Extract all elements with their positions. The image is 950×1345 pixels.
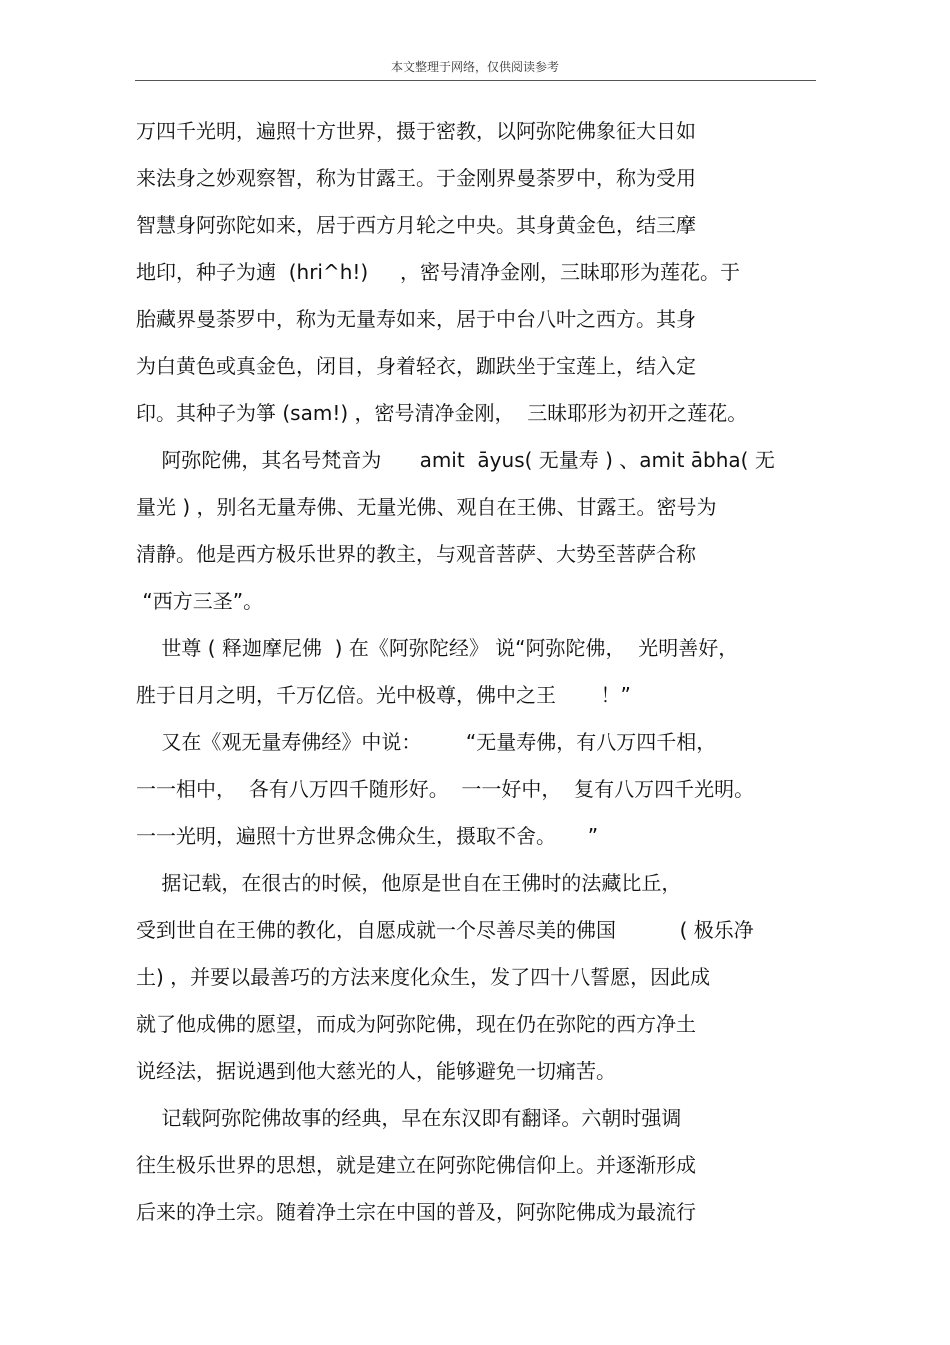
text-line: 又在《观无量寿佛经》中说： “无量寿佛，有八万四千相， [136, 730, 717, 754]
text-line: 据记载，在很古的时候，他原是世自在王佛时的法藏比丘， [136, 871, 682, 895]
text-line: 胜于日月之明，千万亿倍。光中极尊，佛中之王 ！” [136, 683, 631, 707]
text-line: 说经法，据说遇到他大慈光的人，能够避免一切痛苦。 [136, 1059, 616, 1083]
text-line: 印。其种子为箏 (sam!) ，密号清净金刚， 三昧耶形为初开之莲花。 [136, 401, 748, 425]
text-line: 受到世自在王佛的教化，自愿成就一个尽善尽美的佛国 ( 极乐净 [136, 918, 754, 942]
text-line: 后来的净土宗。随着净土宗在中国的普及，阿弥陀佛成为最流行 [136, 1200, 696, 1224]
text-line: 记载阿弥陀佛故事的经典，早在东汉即有翻译。六朝时强调 [136, 1106, 682, 1130]
text-line: 万四千光明，遍照十方世界，摄于密教，以阿弥陀佛象征大日如 [136, 119, 696, 143]
text-line: 地印，种子为遖 (hri^h!) ，密号清净金刚，三昧耶形为莲花。于 [136, 260, 741, 284]
text-line: 世尊 ( 释迦摩尼佛 ) 在《阿弥陀经》 说“阿弥陀佛， 光明善好， [136, 636, 739, 660]
text-line: 来法身之妙观察智，称为甘露王。于金刚界曼荼罗中，称为受用 [136, 166, 696, 190]
header-divider [135, 80, 816, 81]
page-header-note: 本文整理于网络，仅供阅读参考 [390, 60, 559, 74]
text-line: 胎藏界曼荼罗中，称为无量寿如来，居于中台八叶之西方。其身 [136, 307, 696, 331]
text-line: 量光 ) ，别名无量寿佛、无量光佛、观自在王佛、甘露王。密号为 [136, 495, 717, 519]
text-line: 清静。他是西方极乐世界的教主，与观音菩萨、大势至菩萨合称 [136, 542, 696, 566]
text-line: 为白黄色或真金色，闭目，身着轻衣，跏趺坐于宝莲上，结入定 [136, 354, 696, 378]
document-body [136, 108, 826, 1236]
text-line: 阿弥陀佛，其名号梵音为 amit āyus( 无量寿 ) 、amit ābha( 无 [136, 448, 775, 472]
text-line: 土) ，并要以最善巧的方法来度化众生，发了四十八誓愿，因此成 [136, 965, 711, 989]
text-line: 就了他成佛的愿望，而成为阿弥陀佛，现在仍在弥陀的西方净土 [136, 1012, 696, 1036]
text-line: “西方三圣”。 [136, 589, 264, 613]
text-line: 智慧身阿弥陀如来，居于西方月轮之中央。其身黄金色，结三摩 [136, 213, 696, 237]
text-line: 一一相中， 各有八万四千随形好。 一一好中， 复有八万四千光明。 [136, 777, 755, 801]
text-line: 一一光明，遍照十方世界念佛众生，摄取不舍。 ” [136, 824, 599, 848]
text-line: 往生极乐世界的思想，就是建立在阿弥陀佛信仰上。并逐渐形成 [136, 1153, 696, 1177]
